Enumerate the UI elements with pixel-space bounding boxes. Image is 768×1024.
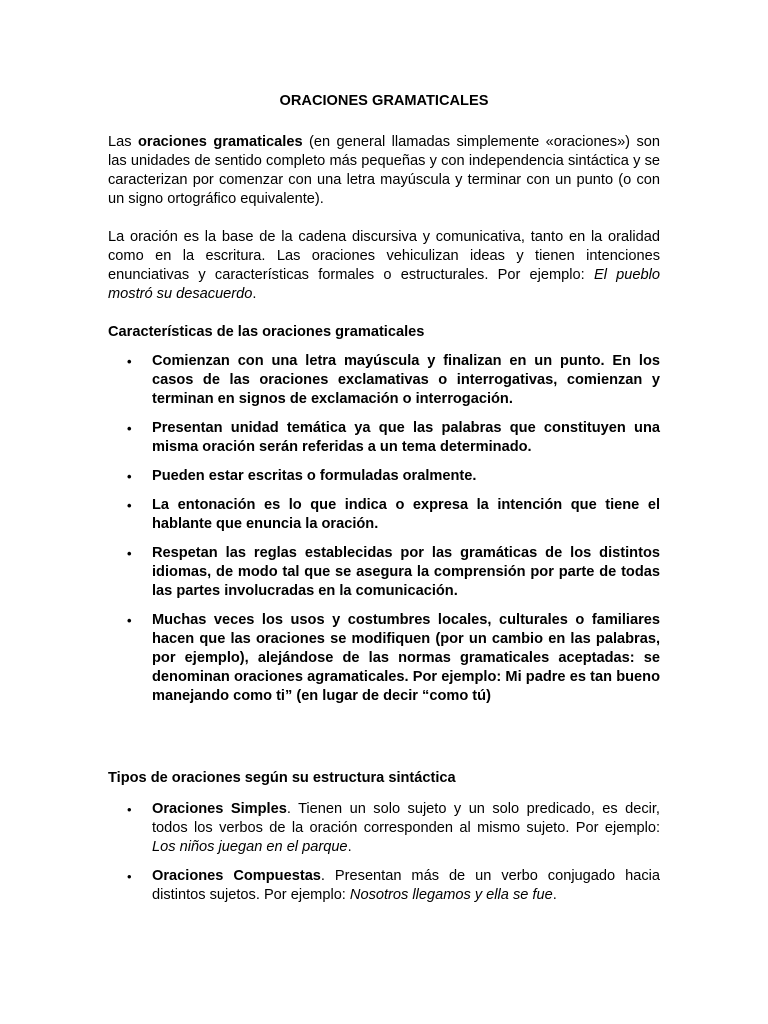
type-term: Oraciones Compuestas [152,868,321,884]
list-item-text: Muchas veces los usos y costumbres locales, culturales o familiares hacen que las oraciones se modifiquen (por un cambio en las palabras, por ejemplo), alejándose de las normas gramaticales aceptadas: se denominan oraciones agramaticales. Por ejemplo: Mi padre es tan bueno manejando como ti” (en lugar de decir “como tú) [152,612,660,704]
type-end: . [347,839,352,855]
list-item [108,467,660,486]
type-term: Oraciones Simples [152,801,287,817]
type-example: Nosotros llegamos y ella se fue [349,887,553,903]
list-item-text: Presentan unidad temática ya que las palabras que constituyen una misma oración serán referidas a un tema determinado. [152,420,660,455]
type-example: Los niños juegan en el parque [152,839,348,855]
intro-paragraph [108,133,660,209]
characteristics-heading: Características de las oraciones gramaticales [108,324,425,340]
list-item-text: Comienzan con una letra mayúscula y finalizan en un punto. En los casos de las oraciones exclamativas o interrogativas, comienzan y terminan en signos de exclamación o interrogación. [152,353,660,407]
bullet-icon: • [127,469,132,484]
list-item [108,496,660,534]
bullet-icon: • [127,421,132,436]
intro-term: oraciones gramaticales [137,134,303,150]
list-item [108,867,660,905]
list-item [108,544,660,601]
list-item-text: La entonación es lo que indica o expresa la intención que tiene el hablante que enuncia la oración. [152,497,660,532]
second-paragraph-example: El pueblo mostró su desacuerdo [108,267,661,302]
bullet-icon: • [127,802,132,817]
intro-prefix: Las [108,134,138,150]
type-end: . [552,887,557,903]
bullet-icon: • [127,498,132,513]
list-item-text: Pueden estar escritas o formuladas oralmente. [152,468,477,484]
type-text: . Presentan más de un verbo conjugado hacia distintos sujetos. Por ejemplo: [152,868,660,903]
bullet-icon: • [127,869,132,884]
intro-rest: (en general llamadas simplemente «oraciones») son las unidades de sentido completo más pequeñas y con independencia sintáctica y se caracterizan por comenzar con una letra mayúscula y terminar con un punto (o con un signo ortográfico equivalente). [108,134,661,207]
list-item-text: Respetan las reglas establecidas por las gramáticas de los distintos idiomas, de modo tal que se asegura la comprensión por parte de todas las partes involucradas en la comunicación. [152,545,660,599]
bullet-icon: • [127,546,132,561]
list-item [108,419,660,457]
second-paragraph-text: La oración es la base de la cadena discursiva y comunicativa, tanto en la oralidad como en la escritura. Las oraciones vehiculizan ideas y tienen intenciones enunciativas y características formales o estructurales. Por ejemplo: [108,229,660,283]
bullet-icon: • [127,613,132,628]
types-list [108,800,660,905]
list-item [108,611,660,706]
types-heading: Tipos de oraciones según su estructura sintáctica [108,770,456,786]
list-item [108,800,660,857]
list-item [108,352,660,409]
type-text: . Tienen un solo sujeto y un solo predicado, es decir, todos los verbos de la oración corresponden al mismo sujeto. Por ejemplo: [152,801,660,836]
second-paragraph [108,228,660,304]
bullet-icon: • [127,354,132,369]
document-title: ORACIONES GRAMATICALES [279,93,489,109]
second-paragraph-end: . [252,286,257,302]
characteristics-list [108,352,660,706]
